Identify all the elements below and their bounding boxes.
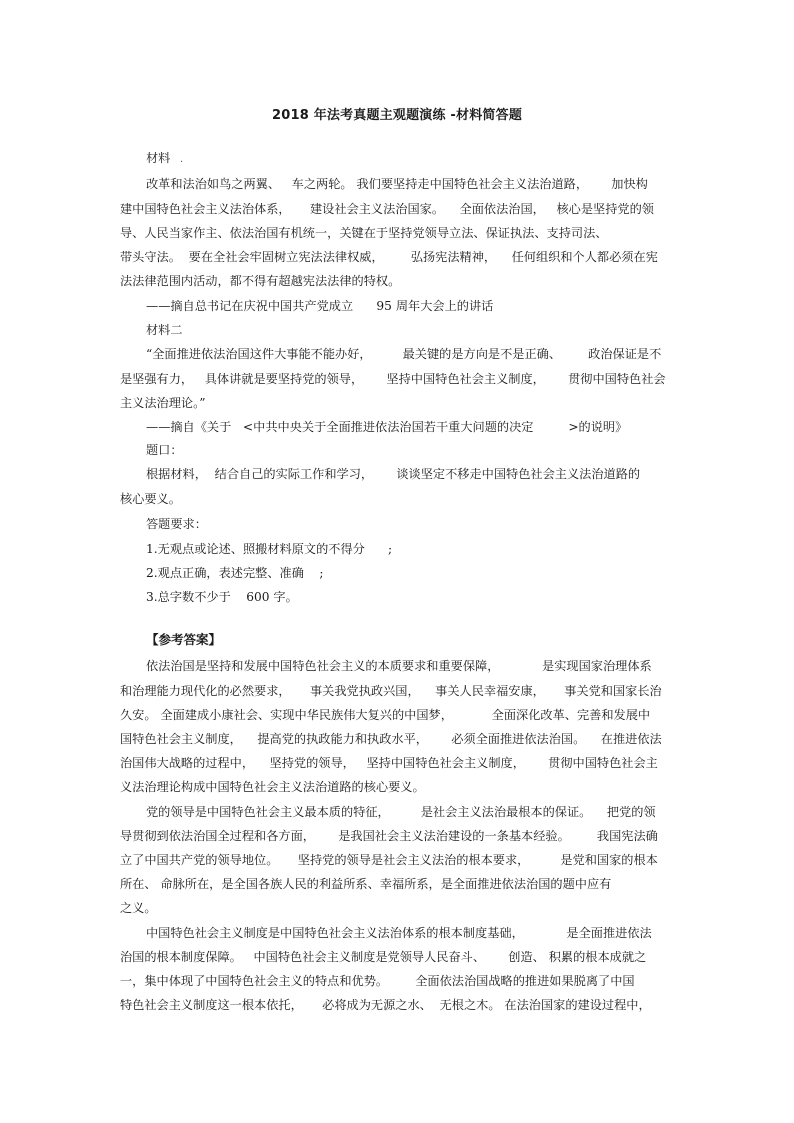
material1-line: 带头守法。 要在全社会牢固树立宪法法律权威， 弘扬宪法精神， 任何组织和个人都必须在宪 bbox=[120, 250, 658, 264]
document-title: 2018 年法考真题主观题演练 -材料简答题 bbox=[271, 108, 523, 123]
material2-line: “全面推进依法治国这件大事能不能办好， 最关键的是方向是不是正确、 政治保证是不 bbox=[146, 347, 662, 361]
answer-p3-line: 特色社会主义制度这一根本依托， 必将成为无源之水、 无根之木。 在法治国家的建设过程中， bbox=[120, 998, 651, 1012]
material2-source: ——摘自《关于 <中共中央关于全面推进依法治国若干重大问题的决定 >的说明》 bbox=[146, 420, 628, 434]
requirement-item: 2.观点正确，表述完整、准确 ; bbox=[146, 566, 324, 580]
answer-p2-line: 党的领导是中国特色社会主义最本质的特征， 是社会主义法治最根本的保证。 把党的领 bbox=[146, 805, 656, 819]
requirement-item: 1.无观点或论述、照搬材料原文的不得分 ; bbox=[146, 542, 393, 556]
answer-p1-line: 和治理能力现代化的必然要求， 事关我党执政兴国， 事关人民幸福安康， 事关党和国家长治 bbox=[120, 684, 662, 698]
answer-p1-line: 依法治国是坚持和发展中国特色社会主义的本质要求和重要保障， 是实现国家治理体系 bbox=[146, 659, 652, 673]
answer-p1-line: 治国伟大战略的过程中， 坚持党的领导， 坚持中国特色社会主义制度， 贯彻中国特色社会主 bbox=[120, 756, 658, 770]
material1-line: 法法律范围内活动，都不得有超越宪法法律的特权。 bbox=[120, 274, 401, 288]
answer-p1-line: 久安。 全面建成小康社会、实现中华民族伟大复兴的中国梦， 全面深化改革、完善和发展中 bbox=[120, 708, 651, 722]
material1-label: 材料 bbox=[146, 151, 171, 165]
answer-p1-line: 国特色社会主义制度， 提高党的执政能力和执政水平， 必须全面推进依法治国。 在推进依法 bbox=[120, 732, 662, 746]
answer-p2-line: 立了中国共产党的领导地位。 坚持党的领导是社会主义法治的根本要求， 是党和国家的根本 bbox=[120, 853, 658, 867]
material1-source: ——摘自总书记在庆祝中国共产党成立 95 周年大会上的讲话 bbox=[146, 299, 494, 313]
answer-p1-line: 义法治理论构成中国特色社会主义法治道路的核心要义。 bbox=[120, 780, 425, 794]
material1-line: 改革和法治如鸟之两翼、 车之两轮。 我们要坚持走中国特色社会主义法治道路， 加快构 bbox=[146, 177, 648, 191]
material2-line: 是坚强有力， 具体讲就是要坚持党的领导， 坚持中国特色社会主义制度， 贯彻中国特色社会 bbox=[120, 372, 666, 386]
question-label: 题口： bbox=[146, 443, 183, 457]
requirement-item: 3.总字数不少于 600 字。 bbox=[146, 590, 298, 604]
material2-label: 材料二 bbox=[146, 323, 183, 337]
question-line: 核心要义。 bbox=[120, 492, 181, 506]
answer-p3-line: 一，集中体现了中国特色社会主义的特点和优势。 全面依法治国战略的推进如果脱离了中国 bbox=[120, 974, 635, 988]
material1-line: 导、人民当家作主、依法治国有机统一，关键在于坚持党领导立法、保证执法、支持司法、 bbox=[120, 226, 608, 240]
material1-line: 建中国特色社会主义法治体系， 建设社会主义法治国家。 全面依法治国， 核心是坚持党的领 bbox=[120, 202, 654, 216]
answer-p3-line: 中国特色社会主义制度是中国特色社会主义法治体系的根本制度基础， 是全面推进依法 bbox=[146, 926, 652, 940]
answer-heading: 【参考答案】 bbox=[146, 632, 222, 647]
requirements-label: 答题要求： bbox=[146, 517, 207, 531]
dot-mark: · bbox=[180, 157, 184, 168]
question-line: 根据材料， 结合自己的实际工作和学习， 谈谈坚定不移走中国特色社会主义法治道路的 bbox=[146, 467, 641, 481]
material2-line: 主义法治理论。” bbox=[120, 396, 206, 410]
answer-p2-line: 之义。 bbox=[120, 901, 157, 915]
answer-p2-line: 导贯彻到依法治国全过程和各方面， 是我国社会主义法治建设的一条基本经验。 我国宪法确 bbox=[120, 829, 658, 843]
answer-p3-line: 治国的根本制度保障。 中国特色社会主义制度是党领导人民奋斗、 创造、 积累的根本成就之 bbox=[120, 950, 647, 964]
answer-p2-line: 所在、 命脉所在，是全国各族人民的利益所系、幸福所系，是全面推进依法治国的题中应有 bbox=[120, 877, 612, 891]
